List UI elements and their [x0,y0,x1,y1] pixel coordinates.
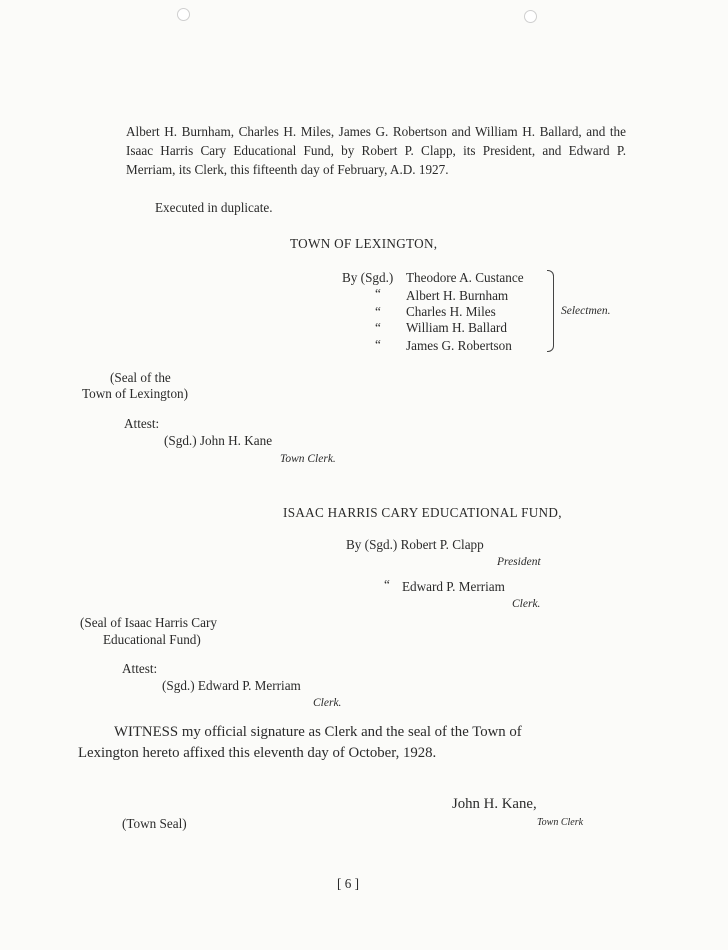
witness-line-1: WITNESS my official signature as Clerk and the seal of the Town of [114,724,522,740]
town-heading: TOWN OF LEXINGTON, [290,236,438,251]
ditto-mark: “ [375,320,381,335]
town-seal-note: (Town Seal) [122,816,187,831]
town-signer-5: James G. Robertson [406,338,512,353]
intro-paragraph: Albert H. Burnham, Charles H. Miles, James G. Robertson and William H. Ballard, and the Isaac Harris Cary Educational Fund, by Robert P. Clapp, its President, and Edward P. Merriam, its Clerk, this fifteenth day of February, A.D. 1927. [126,124,626,177]
fund-seal-line1: (Seal of Isaac Harris Cary [80,615,217,630]
ditto-mark: “ [384,577,390,592]
ditto-mark: “ [375,286,381,301]
fund-clerk-title: Clerk. [512,598,541,610]
closing-signer-name: John H. Kane, [452,796,537,812]
town-attest-signer: (Sgd.) John H. Kane [164,433,273,448]
town-seal-line1: (Seal of the [110,370,171,385]
fund-president-title: President [497,556,541,568]
fund-attest-label: Attest: [122,661,158,676]
fund-attest-signer: (Sgd.) Edward P. Merriam [162,678,301,693]
town-signer-1: Theodore A. Custance [406,270,524,285]
town-signer-2: Albert H. Burnham [406,288,509,303]
punch-hole-right [524,10,537,23]
town-clerk-title: Town Clerk. [280,453,336,465]
punch-hole-left [177,8,190,21]
town-by-label: By (Sgd.) [342,270,394,285]
fund-clerk-name: Edward P. Merriam [402,579,505,594]
selectmen-label: Selectmen. [561,305,611,317]
executed-note: Executed in duplicate. [155,200,273,215]
selectmen-brace [547,270,554,352]
town-attest-label: Attest: [124,416,160,431]
witness-line-2: Lexington hereto affixed this eleventh day of October, 1928. [78,745,437,761]
fund-attest-title: Clerk. [313,697,342,709]
town-signer-4: William H. Ballard [406,320,507,335]
ditto-mark: “ [375,337,381,352]
ditto-mark: “ [375,304,381,319]
town-signer-3: Charles H. Miles [406,304,496,319]
town-seal-line2: Town of Lexington) [82,386,189,401]
fund-by-signer: By (Sgd.) Robert P. Clapp [346,537,484,552]
closing-town-clerk-title: Town Clerk [537,817,584,828]
page-number: [ 6 ] [337,876,359,891]
fund-seal-line2: Educational Fund) [103,632,201,647]
fund-heading: ISAAC HARRIS CARY EDUCATIONAL FUND, [283,505,562,520]
